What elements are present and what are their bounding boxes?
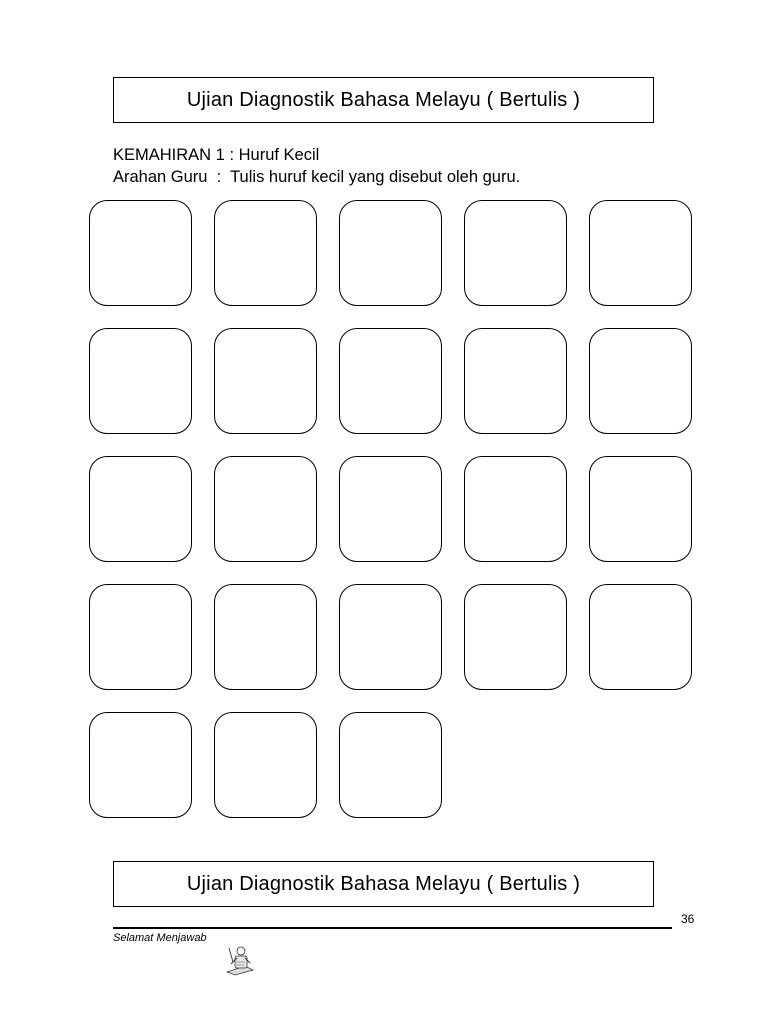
- footer-title: Ujian Diagnostik Bahasa Melayu ( Bertulis ): [186, 872, 581, 895]
- answer-box[interactable]: [464, 584, 567, 690]
- answer-box[interactable]: [214, 584, 317, 690]
- answer-box-grid: [89, 200, 692, 818]
- answer-box[interactable]: [589, 456, 692, 562]
- student-writing-icon: [223, 942, 257, 978]
- answer-box[interactable]: [89, 328, 192, 434]
- answer-box[interactable]: [464, 200, 567, 306]
- answer-box[interactable]: [589, 200, 692, 306]
- answer-box[interactable]: [339, 328, 442, 434]
- teacher-instruction: Arahan Guru : Tulis huruf kecil yang disebut oleh guru.: [113, 168, 521, 186]
- answer-box[interactable]: [464, 456, 567, 562]
- answer-box[interactable]: [339, 456, 442, 562]
- answer-box[interactable]: [89, 584, 192, 690]
- answer-box[interactable]: [214, 328, 317, 434]
- answer-box[interactable]: [589, 584, 692, 690]
- footer-title-box: [113, 861, 654, 907]
- answer-box[interactable]: [339, 712, 442, 818]
- answer-box[interactable]: [339, 584, 442, 690]
- page-number: 36: [681, 912, 695, 926]
- skill-label: KEMAHIRAN 1 : Huruf Kecil: [113, 146, 320, 164]
- answer-box[interactable]: [214, 712, 317, 818]
- answer-box[interactable]: [339, 200, 442, 306]
- page-title-box: [113, 77, 654, 123]
- answer-box[interactable]: [89, 712, 192, 818]
- answer-box[interactable]: [89, 456, 192, 562]
- answer-box[interactable]: [214, 200, 317, 306]
- answer-box[interactable]: [89, 200, 192, 306]
- answer-box[interactable]: [464, 328, 567, 434]
- footer-caption: Selamat Menjawab: [113, 932, 207, 944]
- page-title: Ujian Diagnostik Bahasa Melayu ( Bertulis ): [186, 88, 581, 111]
- footer-divider: [113, 927, 672, 929]
- answer-box[interactable]: [214, 456, 317, 562]
- answer-box[interactable]: [589, 328, 692, 434]
